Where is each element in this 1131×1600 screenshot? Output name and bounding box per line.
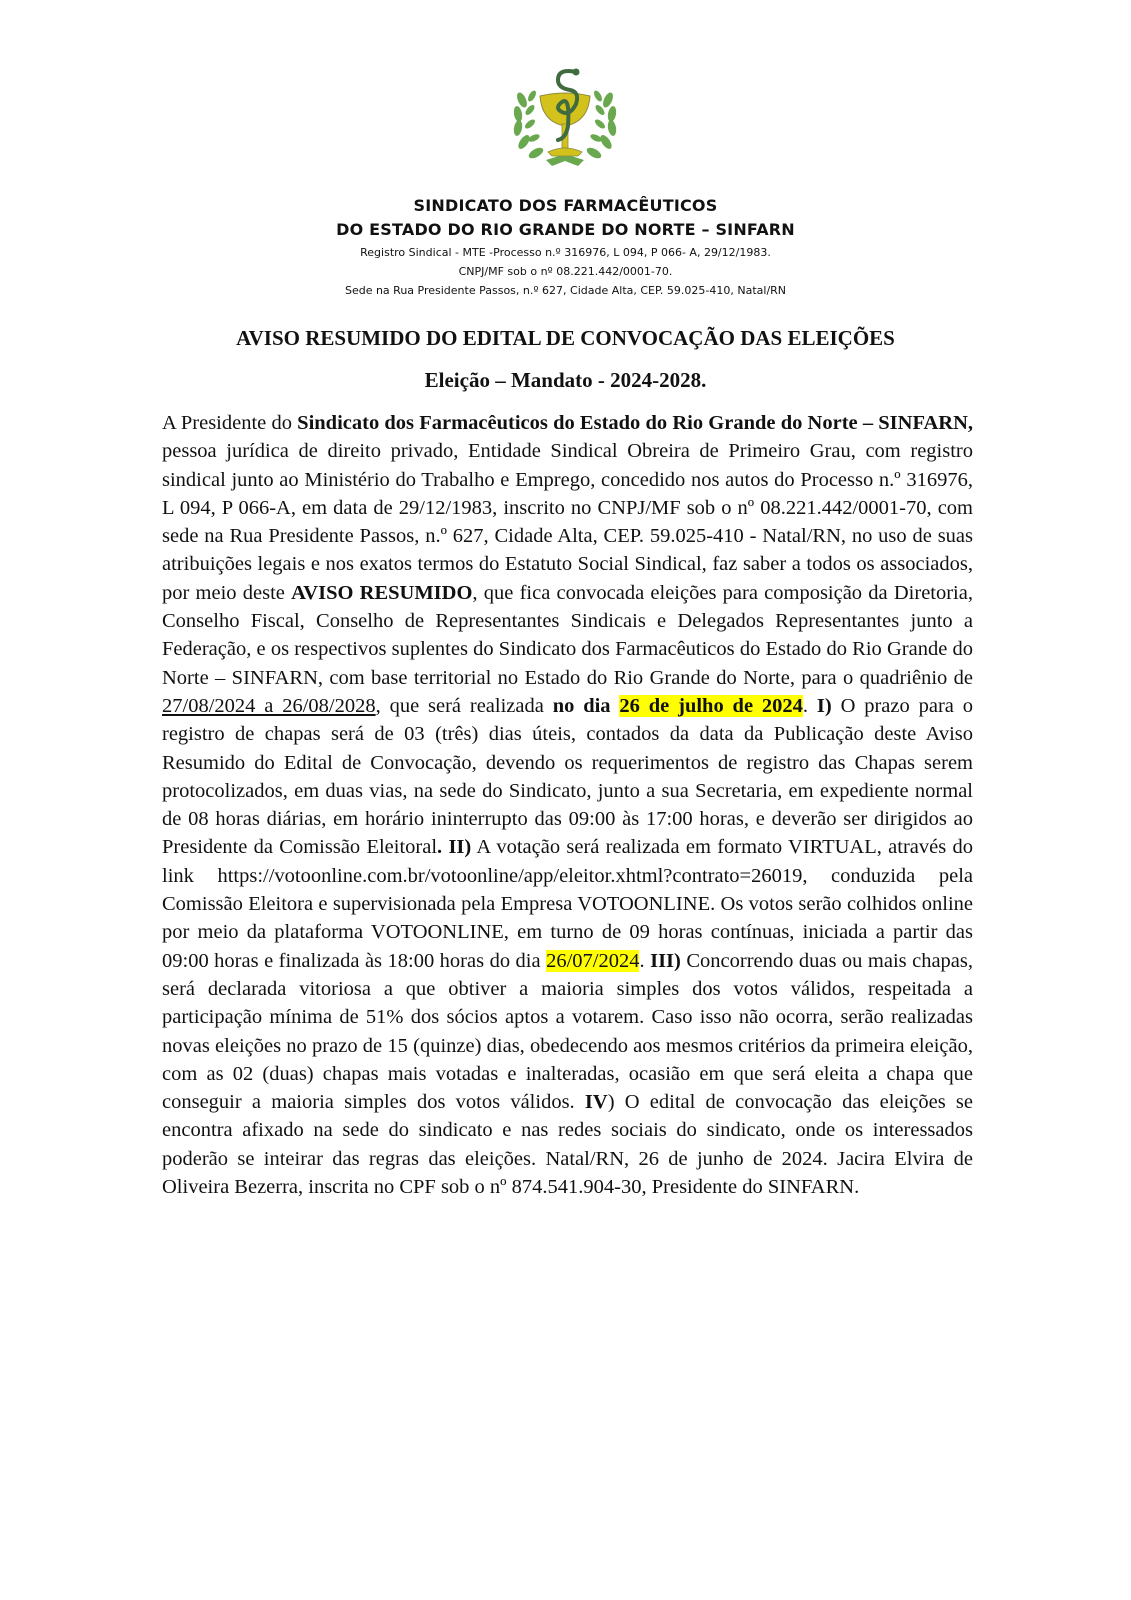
org-name-line2: DO ESTADO DO RIO GRANDE DO NORTE – SINFARN bbox=[336, 220, 795, 239]
body-text-segment: , que fica convocada eleições para composição da Diretoria, Conselho Fiscal, Conselho de Representantes Sindicais e Delegados Representantes junto a Federação, e os respectivos suplentes do Sindicato dos Farmacêuticos do Estado do Rio Grande do Norte – SINFARN, com base territorial no Estado do Rio Grande do Norte, para o quadriênio de bbox=[162, 581, 973, 689]
highlighted-vote-date: 26/07/2024 bbox=[546, 949, 640, 972]
body-bold-segment: no dia bbox=[552, 694, 620, 717]
highlighted-election-date: 26 de julho de 2024 bbox=[619, 694, 803, 717]
body-text-segment: pessoa jurídica de direito privado, Entidade Sindical Obreira de Primeiro Grau, com registro sindical junto ao Ministério do Trabalho e Emprego, concedido nos autos do Processo n.º 316976, L 094, P 066-A, em data de 29/12/1983, inscrito no CNPJ/MF sob o nº 08.221.442/0001-70, com sede na Rua Presidente Passos, n.º 627, Cidade Alta, CEP. 59.025-410 - Natal/RN, no uso de suas atribuições legais e nos exatos termos do Estatuto Social Sindical, faz saber a todos os associados, por meio deste bbox=[162, 440, 973, 604]
cnpj-line: CNPJ/MF sob o nº 08.221.442/0001-70. bbox=[458, 265, 673, 278]
body-text-segment: ) O edital de convocação das eleições se encontra afixado na sede do sindicato e nas redes sociais do sindicato, onde os interessados poderão se inteirar das regras das eleições. Natal/RN, 26 de junho de 2024. Jacira Elvira de Oliveira Bezerra, inscrita no CPF sob o nº 874.541.904-30, Presidente do SINFARN. bbox=[162, 1091, 973, 1199]
body-text-segment: A Presidente do bbox=[162, 412, 298, 434]
body-text-segment: O prazo para o registro de chapas será de 03 (três) dias úteis, contados da data da Publicação deste Aviso Resumido do Edital de Convocação, devendo os requerimentos de registro das Chapas serem protocolizados, em duas vias, na sede do Sindicato, junto a sua Secretaria, em expediente normal de 08 horas diárias, em horário ininterrupto das 09:00 às 17:00 horas, e deverão ser dirigidos ao Presidente da Comissão Eleitoral bbox=[162, 694, 973, 859]
body-underlined-term-dates: 27/08/2024 a 26/08/2028 bbox=[162, 694, 376, 717]
registro-sindical: Registro Sindical - MTE -Processo n.º 316976, L 094, P 066- A, 29/12/1983. bbox=[360, 246, 771, 259]
org-name-line1: SINDICATO DOS FARMACÊUTICOS bbox=[413, 196, 718, 215]
item-marker-iii: III) bbox=[650, 949, 681, 972]
item-marker-ii: . II) bbox=[437, 836, 472, 859]
body-text-segment: A votação será realizada em formato VIRTUAL, através do link https://votoonline.com.br/votoonline/app/eleitor.xhtml?contrato=26019, conduzida pela Comissão Eleitora e supervisionada pela Empresa VOTOONLINE. Os votos serão colhidos online por meio da plataforma VOTOONLINE, em turno de 09 horas contínuas, iniciada a partir das 09:00 horas e finalizada às 18:00 horas do dia bbox=[162, 836, 973, 972]
item-marker-i: I) bbox=[808, 694, 832, 717]
body-bold-union-name: Sindicato dos Farmacêuticos do Estado do Rio Grande do Norte – SINFARN, bbox=[297, 412, 973, 434]
pharmacy-bowl-laurel-logo bbox=[506, 60, 624, 172]
body-text-segment: Concorrendo duas ou mais chapas, será declarada vitoriosa a que obtiver a maioria simples dos votos válidos, respeitada a participação mínima de 51% dos sócios aptos a votarem. Caso isso não ocorra, serão realizadas novas eleições no prazo de 15 (quinze) dias, obedecendo aos mesmos critérios da primeira eleição, com as 02 (duas) chapas mais votadas e inalteradas, ocasião em que será eleita a chapa que conseguir a maioria simples dos votos válidos. bbox=[162, 949, 973, 1114]
body-text-segment: , que será realizada bbox=[375, 694, 553, 717]
body-text-segment: . bbox=[639, 949, 651, 972]
body-text-segment: . bbox=[802, 694, 809, 717]
item-marker-iv: IV bbox=[584, 1091, 608, 1114]
body-bold-aviso-resumido: AVISO RESUMIDO bbox=[291, 581, 473, 604]
notice-body bbox=[162, 409, 973, 1201]
notice-subtitle: Eleição – Mandato - 2024-2028. bbox=[424, 368, 707, 392]
sede-address: Sede na Rua Presidente Passos, n.º 627, Cidade Alta, CEP. 59.025-410, Natal/RN bbox=[344, 284, 787, 297]
notice-title: AVISO RESUMIDO DO EDITAL DE CONVOCAÇÃO DAS ELEIÇÕES bbox=[236, 326, 895, 350]
